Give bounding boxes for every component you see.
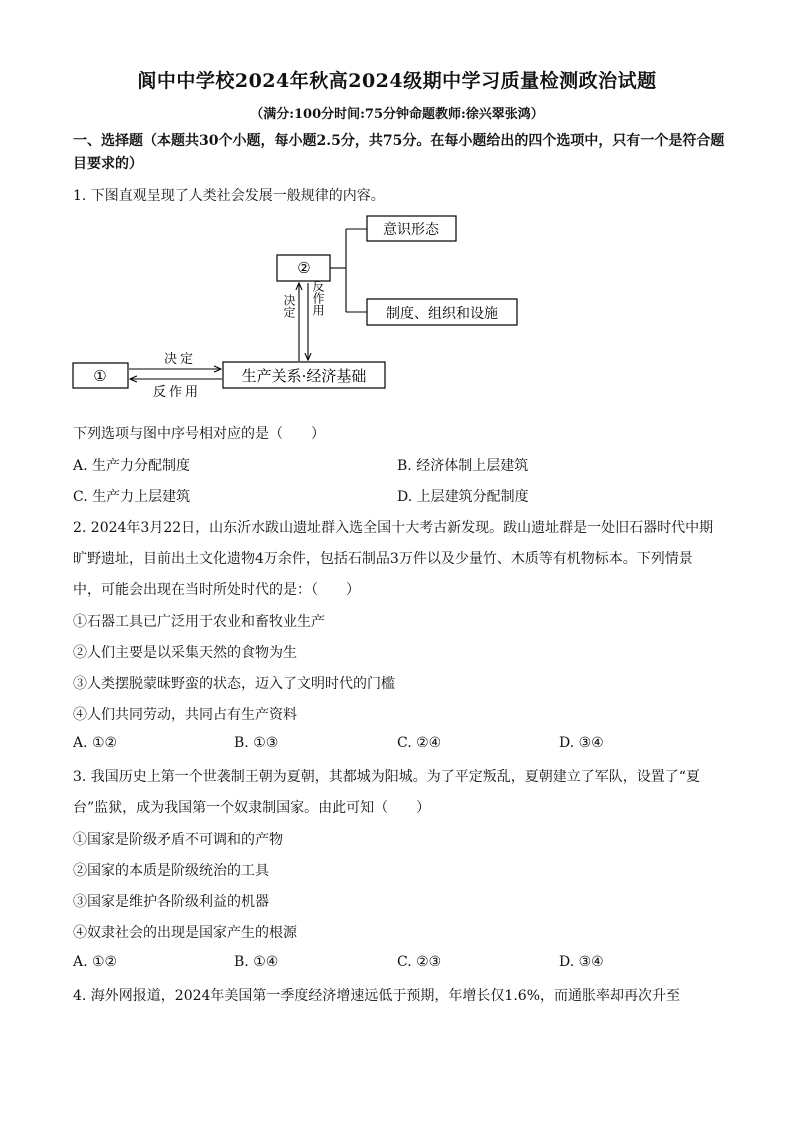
q3-statement-4: ④奴隶社会的出现是国家产生的根源 [73, 925, 297, 941]
question-1-prompt: 下列选项与图中序号相对应的是（ ） [73, 426, 325, 442]
react-horizontal-label: 反作用 [152, 385, 202, 400]
question-3-line-1: 3. 我国历史上第一个世袭制王朝为夏朝，其都城为阳城。为了平定叛乱，夏朝建立了军队，设置了“夏 [73, 769, 700, 785]
question-1-stem: 1. 下图直观呈现了人类社会发展一般规律的内容。 [73, 188, 385, 204]
question-2-line-3: 中，可能会出现在当时所处时代的是：（ ） [73, 582, 360, 598]
q1-option-a[interactable]: A. 生产力分配制度 [73, 458, 191, 474]
q2-option-a[interactable]: A. ①② [73, 735, 118, 751]
box-1-label: ① [93, 367, 107, 385]
question-4-line-1: 4. 海外网报道，2024年美国第一季度经济增速远低于预期，年增长仅1.6%，而通胀率却再次升至 [73, 988, 681, 1004]
q3-option-c[interactable]: C. ②③ [397, 954, 442, 970]
section-heading: 一、选择题（本题共30个小题，每小题2.5分，共75分。在每小题给出的四个选项中，只有一个是符合题目要求的） [73, 133, 725, 172]
decide-vertical-label: 决定 [282, 294, 296, 318]
decide-horizontal-label: 决定 [163, 352, 197, 367]
question-3-line-2: 台”监狱，成为我国第一个奴隶制国家。由此可知（ ） [73, 800, 431, 816]
q3-option-a[interactable]: A. ①② [73, 954, 118, 970]
question-2-line-2: 旷野遗址，目前出土文化遗物4万余件，包括石制品3万件以及少量竹、木质等有机物标本。下列情景 [73, 551, 693, 567]
box-2-label: ② [297, 259, 311, 277]
q2-option-d[interactable]: D. ③④ [559, 735, 604, 751]
q2-statement-3: ③人类摆脱蒙昧野蛮的状态，迈入了文明时代的门槛 [73, 676, 395, 692]
box-system-label: 制度、组织和设施 [386, 306, 498, 322]
q1-option-b[interactable]: B. 经济体制上层建筑 [397, 458, 529, 474]
society-structure-diagram [0, 0, 794, 400]
q2-option-c[interactable]: C. ②④ [397, 735, 442, 751]
q1-option-c[interactable]: C. 生产力上层建筑 [73, 489, 191, 505]
q3-option-d[interactable]: D. ③④ [559, 954, 604, 970]
q1-option-d[interactable]: D. 上层建筑分配制度 [397, 489, 529, 505]
q3-statement-1: ①国家是阶级矛盾不可调和的产物 [73, 832, 283, 848]
react-vertical-label: 反作用 [311, 280, 325, 316]
q3-statement-3: ③国家是维护各阶级利益的机器 [73, 894, 269, 910]
question-2-line-1: 2. 2024年3月22日，山东沂水跋山遗址群入选全国十大考古新发现。跋山遗址群是一处旧石器时代中期 [73, 520, 714, 536]
q3-option-b[interactable]: B. ①④ [234, 954, 279, 970]
q2-statement-1: ①石器工具已广泛用于农业和畜牧业生产 [73, 614, 325, 630]
q2-statement-2: ②人们主要是以采集天然的食物为生 [73, 645, 297, 661]
q2-statement-4: ④人们共同劳动，共同占有生产资料 [73, 707, 297, 723]
page-title: 阆中中学校2024年秋高2024级期中学习质量检测政治试题 [137, 70, 657, 92]
exam-info: （满分:100分时间:75分钟命题教师:徐兴翠张鸿） [250, 107, 544, 122]
box-ideology-label: 意识形态 [383, 222, 439, 238]
box-base-label: 生产关系·经济基础 [241, 367, 367, 385]
q2-option-b[interactable]: B. ①③ [234, 735, 279, 751]
q3-statement-2: ②国家的本质是阶级统治的工具 [73, 863, 269, 879]
